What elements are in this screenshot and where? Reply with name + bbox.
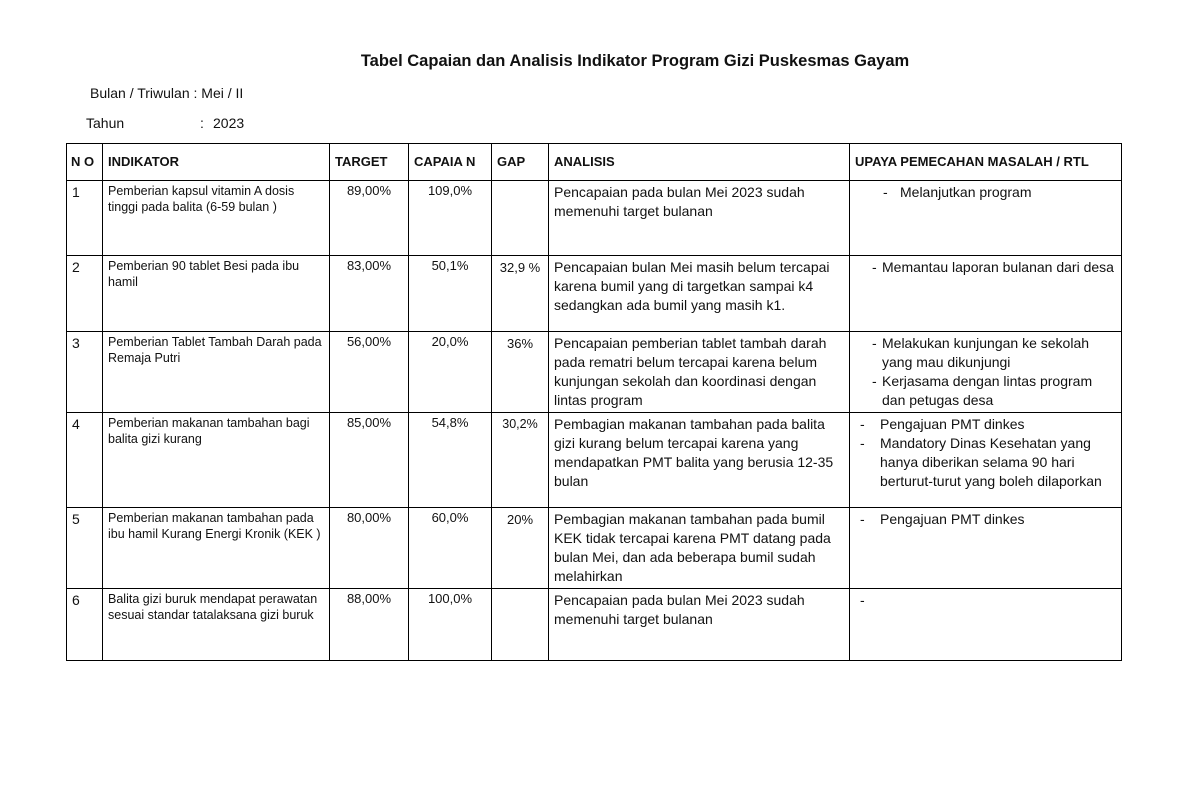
table-body (67, 181, 1122, 661)
cell-analisis: Pembagian makanan tambahan pada bumil KEK tidak tercapai karena PMT datang pada bulan Mei, dan ada beberapa bumil sudah melahirkan (549, 508, 850, 589)
upaya-item (860, 510, 1116, 529)
cell-no: 4 (67, 413, 103, 508)
cell-capaian: 20,0% (409, 332, 492, 413)
header-upaya: UPAYA PEMECAHAN MASALAH / RTL (850, 144, 1122, 181)
upaya-item (855, 183, 1116, 202)
table-row (67, 332, 1122, 413)
cell-gap (492, 181, 549, 256)
header-gap: GAP (492, 144, 549, 181)
upaya-text: Pengajuan PMT dinkes (880, 416, 1025, 432)
cell-gap: 30,2% (492, 413, 549, 508)
table-row (67, 181, 1122, 256)
table-row (67, 256, 1122, 332)
cell-indikator: Pemberian makanan tambahan bagi balita gizi kurang (103, 413, 330, 508)
upaya-text: Melakukan kunjungan ke sekolah yang mau dikunjungi (882, 335, 1090, 370)
cell-no: 1 (67, 181, 103, 256)
upaya-item (860, 591, 1116, 610)
tahun-colon: : (200, 115, 204, 131)
upaya-item (860, 415, 1116, 434)
cell-upaya (850, 256, 1122, 332)
bullet-dash: - (883, 184, 888, 200)
cell-capaian: 50,1% (409, 256, 492, 332)
bullet-dash: - (872, 373, 877, 389)
table-row (67, 589, 1122, 661)
tahun-value: 2023 (213, 115, 245, 131)
cell-analisis: Pencapaian pada bulan Mei 2023 sudah memenuhi target bulanan (549, 589, 850, 661)
upaya-text: Kerjasama dengan lintas program dan petugas desa (882, 373, 1093, 408)
upaya-item (860, 434, 1116, 491)
table-row (67, 508, 1122, 589)
bullet-dash: - (860, 592, 865, 608)
cell-indikator: Pemberian makanan tambahan pada ibu hamil Kurang Energi Kronik (KEK ) (103, 508, 330, 589)
cell-gap: 20% (492, 508, 549, 589)
cell-no: 3 (67, 332, 103, 413)
header-no: N O (67, 144, 103, 181)
cell-target: 56,00% (330, 332, 409, 413)
cell-gap: 32,9 % (492, 256, 549, 332)
indicator-table (66, 143, 1122, 661)
cell-target: 80,00% (330, 508, 409, 589)
cell-indikator: Pemberian 90 tablet Besi pada ibu hamil (103, 256, 330, 332)
cell-target: 83,00% (330, 256, 409, 332)
cell-indikator: Balita gizi buruk mendapat perawatan sesuai standar tatalaksana gizi buruk (103, 589, 330, 661)
upaya-text: Mandatory Dinas Kesehatan yang hanya diberikan selama 90 hari berturut-turut yang boleh dilaporkan (880, 435, 1102, 489)
document-title: Tabel Capaian dan Analisis Indikator Program Gizi Puskesmas Gayam (360, 52, 910, 70)
cell-capaian: 54,8% (409, 413, 492, 508)
cell-target: 85,00% (330, 413, 409, 508)
cell-target: 88,00% (330, 589, 409, 661)
cell-indikator: Pemberian Tablet Tambah Darah pada Remaja Putri (103, 332, 330, 413)
cell-upaya (850, 413, 1122, 508)
upaya-text: Memantau laporan bulanan dari desa (882, 259, 1114, 275)
upaya-text: Melanjutkan program (900, 184, 1032, 200)
cell-target: 89,00% (330, 181, 409, 256)
cell-no: 2 (67, 256, 103, 332)
bullet-dash: - (860, 511, 865, 527)
header-target: TARGET (330, 144, 409, 181)
cell-upaya (850, 332, 1122, 413)
cell-capaian: 100,0% (409, 589, 492, 661)
upaya-item (872, 258, 1116, 277)
cell-analisis: Pencapaian pada bulan Mei 2023 sudah memenuhi target bulanan (549, 181, 850, 256)
bullet-dash: - (872, 259, 877, 275)
cell-analisis: Pembagian makanan tambahan pada balita gizi kurang belum tercapai karena yang mendapatkan PMT balita yang berusia 12-35 bulan (549, 413, 850, 508)
cell-no: 5 (67, 508, 103, 589)
bullet-dash: - (872, 335, 877, 351)
header-capaian: CAPAIA N (409, 144, 492, 181)
header-analisis: ANALISIS (549, 144, 850, 181)
cell-upaya (850, 508, 1122, 589)
bullet-dash: - (860, 416, 865, 432)
upaya-item (872, 334, 1116, 372)
cell-capaian: 109,0% (409, 181, 492, 256)
header-indikator: INDIKATOR (103, 144, 330, 181)
upaya-item (872, 372, 1116, 410)
tahun-label: Tahun (86, 115, 125, 131)
cell-upaya (850, 181, 1122, 256)
cell-capaian: 60,0% (409, 508, 492, 589)
cell-upaya (850, 589, 1122, 661)
cell-no: 6 (67, 589, 103, 661)
cell-gap (492, 589, 549, 661)
table-header-row (67, 144, 1122, 181)
cell-gap: 36% (492, 332, 549, 413)
cell-analisis: Pencapaian bulan Mei masih belum tercapai karena bumil yang di targetkan sampai k4 sedangkan ada bumil yang masih k1. (549, 256, 850, 332)
bullet-dash: - (860, 435, 865, 451)
cell-analisis: Pencapaian pemberian tablet tambah darah pada rematri belum tercapai karena belum kunjungan sekolah dan koordinasi dengan lintas program (549, 332, 850, 413)
upaya-text: Pengajuan PMT dinkes (880, 511, 1025, 527)
table-row (67, 413, 1122, 508)
bulan-triwulan-label: Bulan / Triwulan : Mei / II (90, 85, 244, 101)
cell-indikator: Pemberian kapsul vitamin A dosis tinggi pada balita (6-59 bulan ) (103, 181, 330, 256)
